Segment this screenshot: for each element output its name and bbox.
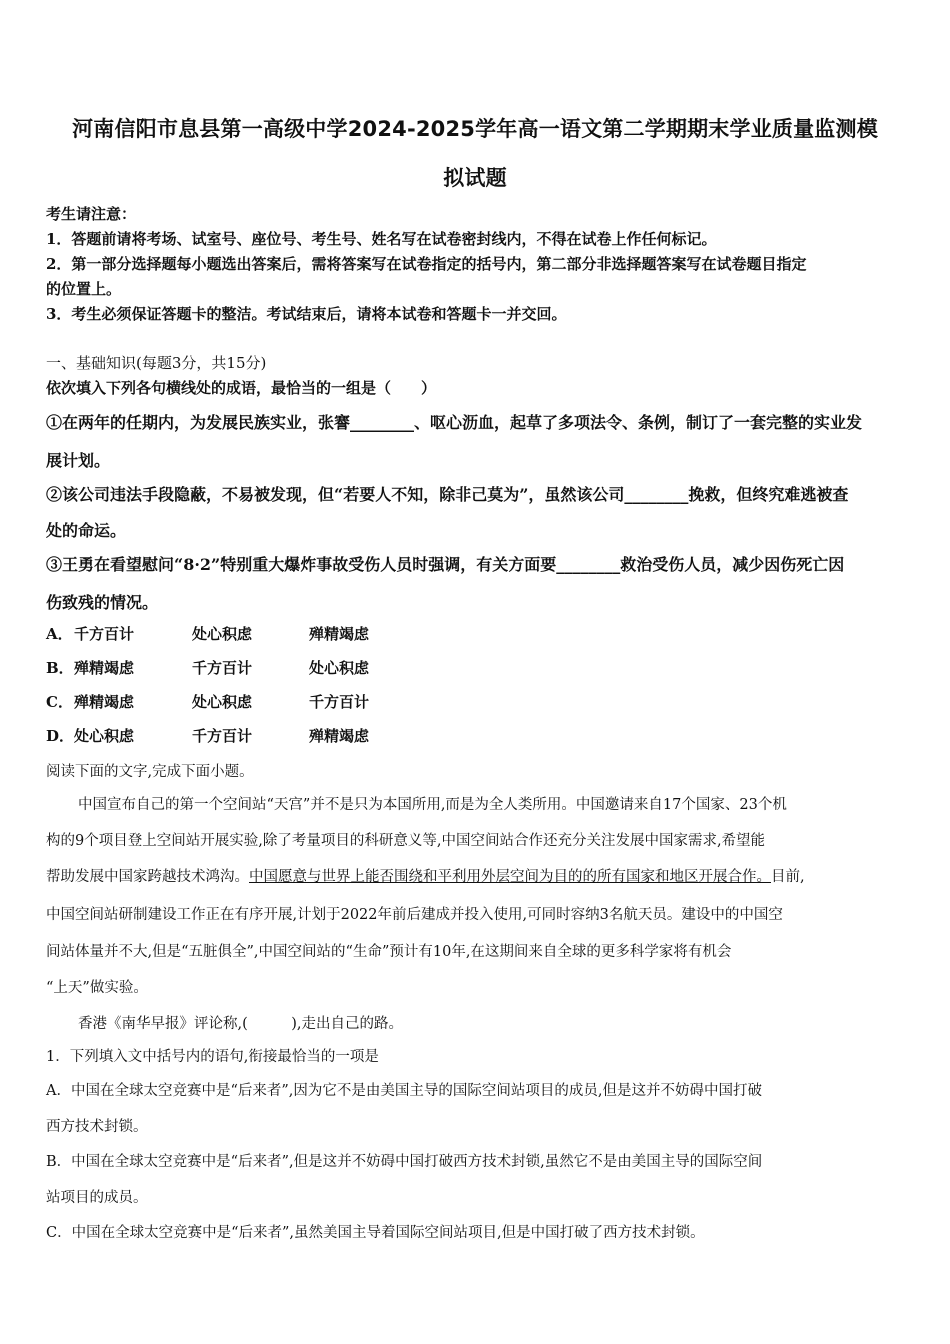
option-b-choice-1: 殚精竭虑 <box>74 659 135 677</box>
sentence-3-line2: 伤致残的情况。 <box>46 593 159 612</box>
notice-item-3: 3．考生必须保证答题卡的整洁。考试结束后，请将本试卷和答题卡一并交回。 <box>46 305 567 323</box>
notice-item-2-cont: 的位置上。 <box>46 280 122 298</box>
option-a-choice-2: 处心积虑 <box>192 625 253 643</box>
sentence-1-line2: 展计划。 <box>46 451 111 470</box>
option-a-choice-1: 千方百计 <box>74 625 135 643</box>
question-1: 1．下列填入文中括号内的语句,衔接最恰当的一项是 <box>46 1049 379 1065</box>
passage-line-5: 间站体量并不大,但是“五脏俱全”,中国空间站的“生命”预计有10年,在这期间来自全球的更多科学家将有机会 <box>46 944 732 960</box>
q1-option-a-line1: A．中国在全球太空竞赛中是“后来者”,因为它不是由美国主导的国际空间站项目的成员,但是这并不妨碍中国打破 <box>46 1083 763 1099</box>
option-a-label: A． <box>46 625 73 643</box>
option-b-choice-3: 处心积虑 <box>309 659 370 677</box>
section1-question: 依次填入下列各句横线处的成语，最恰当的一组是（ ） <box>46 379 437 397</box>
passage-line-3-start: 帮助发展中国家跨越技术鸿沟。 <box>46 869 249 885</box>
passage-line-3-end: 目前, <box>771 869 805 885</box>
option-d-choice-1: 处心积虑 <box>74 727 135 745</box>
sentence-2-line1: ②该公司违法手段隐蔽，不易被发现，但“若要人不知，除非己莫为”，虽然该公司________挽救，但终究难逃被查 <box>46 485 849 504</box>
option-d-choice-2: 千方百计 <box>192 727 253 745</box>
sentence-1-line1: ①在两年的任期内，为发展民族实业，张謇________、呕心沥血，起草了多项法令、条例，制订了一套完整的实业发 <box>46 413 863 432</box>
passage-line-4: 中国空间站研制建设工作正在有序开展,计划于2022年前后建成并投入使用,可同时容纳3名航天员。建设中的中国空 <box>46 907 783 923</box>
option-d-label: D． <box>46 727 75 745</box>
option-a <box>46 623 446 643</box>
option-c <box>46 691 446 711</box>
option-b-choice-2: 千方百计 <box>192 659 253 677</box>
option-c-label: C． <box>46 693 73 711</box>
option-c-choice-3: 千方百计 <box>309 693 370 711</box>
sentence-3-line1: ③王勇在看望慰问“8·2”特别重大爆炸事故受伤人员时强调，有关方面要________救治受伤人员，减少因伤死亡因 <box>46 555 845 574</box>
notice-item-1: 1．答题前请将考场、试室号、座位号、考生号、姓名写在试卷密封线内，不得在试卷上作任何标记。 <box>46 230 717 248</box>
option-d-choice-3: 殚精竭虑 <box>309 727 370 745</box>
notice-heading: 考生请注意： <box>46 205 137 223</box>
exam-title-line2: 拟试题 <box>443 166 507 190</box>
passage-paragraph-2: 香港《南华早报》评论称,( ),走出自己的路。 <box>78 1016 404 1032</box>
q1-option-b-line2: 站项目的成员。 <box>46 1190 148 1206</box>
option-d <box>46 725 446 745</box>
q1-option-b-line1: B．中国在全球太空竞赛中是“后来者”,但是这并不妨碍中国打破西方技术封锁,虽然它不是由美国主导的国际空间 <box>46 1154 763 1170</box>
sentence-2-line2: 处的命运。 <box>46 521 127 540</box>
passage-line-1: 中国宣布自己的第一个空间站“天宫”并不是只为本国所用,而是为全人类所用。中国邀请来自17个国家、23个机 <box>78 797 787 813</box>
option-c-choice-1: 殚精竭虑 <box>74 693 135 711</box>
underlined-sentence: 中国愿意与世界上能否围绕和平利用外层空间为目的的所有国家和地区开展合作。 <box>249 869 771 885</box>
exam-title-line1: 河南信阳市息县第一高级中学2024-2025学年高一语文第二学期期末学业质量监测模 <box>72 117 878 141</box>
option-c-choice-2: 处心积虑 <box>192 693 253 711</box>
section1-heading: 一、基础知识(每题3分，共15分) <box>46 354 267 372</box>
q1-option-c-line1: C．中国在全球太空竞赛中是“后来者”,虽然美国主导着国际空间站项目,但是中国打破了西方技术封锁。 <box>46 1225 705 1241</box>
passage-line-6: “上天”做实验。 <box>46 980 148 996</box>
reading-intro: 阅读下面的文字,完成下面小题。 <box>46 764 254 780</box>
passage-line-3 <box>46 865 805 886</box>
passage-line-2: 构的9个项目登上空间站开展实验,除了考量项目的科研意义等,中国空间站合作还充分关注发展中国家需求,希望能 <box>46 833 766 849</box>
option-b <box>46 657 446 677</box>
q1-option-a-line2: 西方技术封锁。 <box>46 1119 148 1135</box>
notice-item-2: 2．第一部分选择题每小题选出答案后，需将答案写在试卷指定的括号内，第二部分非选择题答案写在试卷题目指定 <box>46 255 807 273</box>
option-a-choice-3: 殚精竭虑 <box>309 625 370 643</box>
option-b-label: B． <box>46 659 74 677</box>
